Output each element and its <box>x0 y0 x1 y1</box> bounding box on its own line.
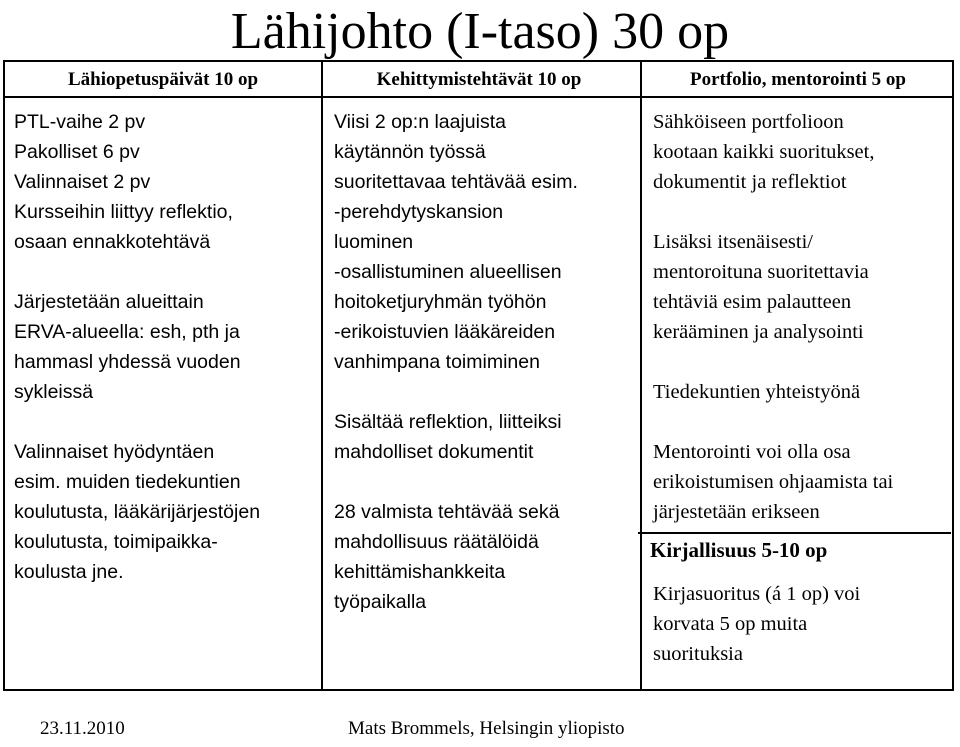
text-line: mahdolliset dokumentit <box>334 441 534 463</box>
column-kehittymistehtavat <box>334 107 578 617</box>
text-line: Viisi 2 op:n laajuista <box>334 111 506 133</box>
text-line: erikoistumisen ohjaamista tai <box>653 471 894 493</box>
text-line: ERVA-alueella: esh, pth ja <box>14 321 240 343</box>
text-line: kehittämishankkeita <box>334 561 506 583</box>
column-lahiopetuspaivat <box>14 107 260 587</box>
text-line: koulutusta, toimipaikka- <box>14 531 218 553</box>
header-portfolio-mentorointi: Portfolio, mentorointi 5 op <box>689 69 906 90</box>
text-line <box>14 407 260 437</box>
text-line <box>653 197 893 227</box>
text-line <box>334 377 578 407</box>
text-line <box>653 347 893 377</box>
text-line: Kursseihin liittyy reflektio, <box>14 201 233 223</box>
text-line: dokumentit ja reflektiot <box>653 171 847 193</box>
text-line: 28 valmista tehtävää sekä <box>334 501 560 523</box>
text-line: Mentorointi voi olla osa <box>653 441 851 463</box>
slide-title: Lähijohto (I-taso) 30 op <box>230 3 730 60</box>
text-line: -perehdytyskansion <box>334 201 504 223</box>
text-line <box>653 407 893 437</box>
text-line: esim. muiden tiedekuntien <box>14 471 241 493</box>
text-line: käytännön työssä <box>334 141 486 163</box>
text-line <box>334 467 578 497</box>
header-lahiopetuspaivat: Lähiopetuspäivät 10 op <box>67 69 259 90</box>
text-line: Sisältää reflektion, liitteiksi <box>334 411 562 433</box>
text-line: hoitoketjuryhmän työhön <box>334 291 547 313</box>
text-line: tehtäviä esim palautteen <box>653 291 852 313</box>
column-portfolio-mentorointi <box>653 107 893 527</box>
text-line: PTL-vaihe 2 pv <box>14 111 146 133</box>
text-line: luominen <box>334 231 414 253</box>
text-line: Lisäksi itsenäisesti/ <box>653 231 813 253</box>
text-line <box>14 257 260 287</box>
literature-text <box>653 579 860 669</box>
text-line: vanhimpana toimiminen <box>334 351 540 373</box>
text-line: koulutusta, lääkärijärjestöjen <box>14 501 261 523</box>
text-line: Tiedekuntien yhteistyönä <box>653 381 861 403</box>
text-line: -osallistuminen alueellisen <box>334 261 562 283</box>
text-line: Valinnaiset 2 pv <box>14 171 151 193</box>
text-line: -erikoistuvien lääkäreiden <box>334 321 556 343</box>
text-line: kerääminen ja analysointi <box>653 321 864 343</box>
text-line: Valinnaiset hyödyntäen <box>14 441 215 463</box>
text-line: työpaikalla <box>334 591 427 613</box>
column-divider-1 <box>321 62 323 689</box>
text-line: järjestetään erikseen <box>653 501 820 523</box>
literature-heading: Kirjallisuus 5-10 op <box>650 538 828 562</box>
text-line: mentoroituna suoritettavia <box>653 261 869 283</box>
text-line: Järjestetään alueittain <box>14 291 204 313</box>
footer-date: 23.11.2010 <box>40 718 125 739</box>
text-line: korvata 5 op muita <box>653 613 808 635</box>
text-line: hammasl yhdessä vuoden <box>14 351 241 373</box>
text-line: Sähköiseen portfolioon <box>653 111 844 133</box>
text-line: osaan ennakkotehtävä <box>14 231 211 253</box>
text-line: Kirjasuoritus (á 1 op) voi <box>653 583 861 605</box>
text-line: suoritettavaa tehtävää esim. <box>334 171 578 193</box>
text-line: kootaan kaikki suoritukset, <box>653 141 875 163</box>
footer-author: Mats Brommels, Helsingin yliopisto <box>348 718 625 739</box>
text-line: sykleissä <box>14 381 94 403</box>
text-line: koulusta jne. <box>14 561 124 583</box>
header-kehittymistehtavat: Kehittymistehtävät 10 op <box>376 69 582 90</box>
text-line: suorituksia <box>653 643 743 665</box>
text-line: mahdollisuus räätälöidä <box>334 531 539 553</box>
text-line: Pakolliset 6 pv <box>14 141 140 163</box>
